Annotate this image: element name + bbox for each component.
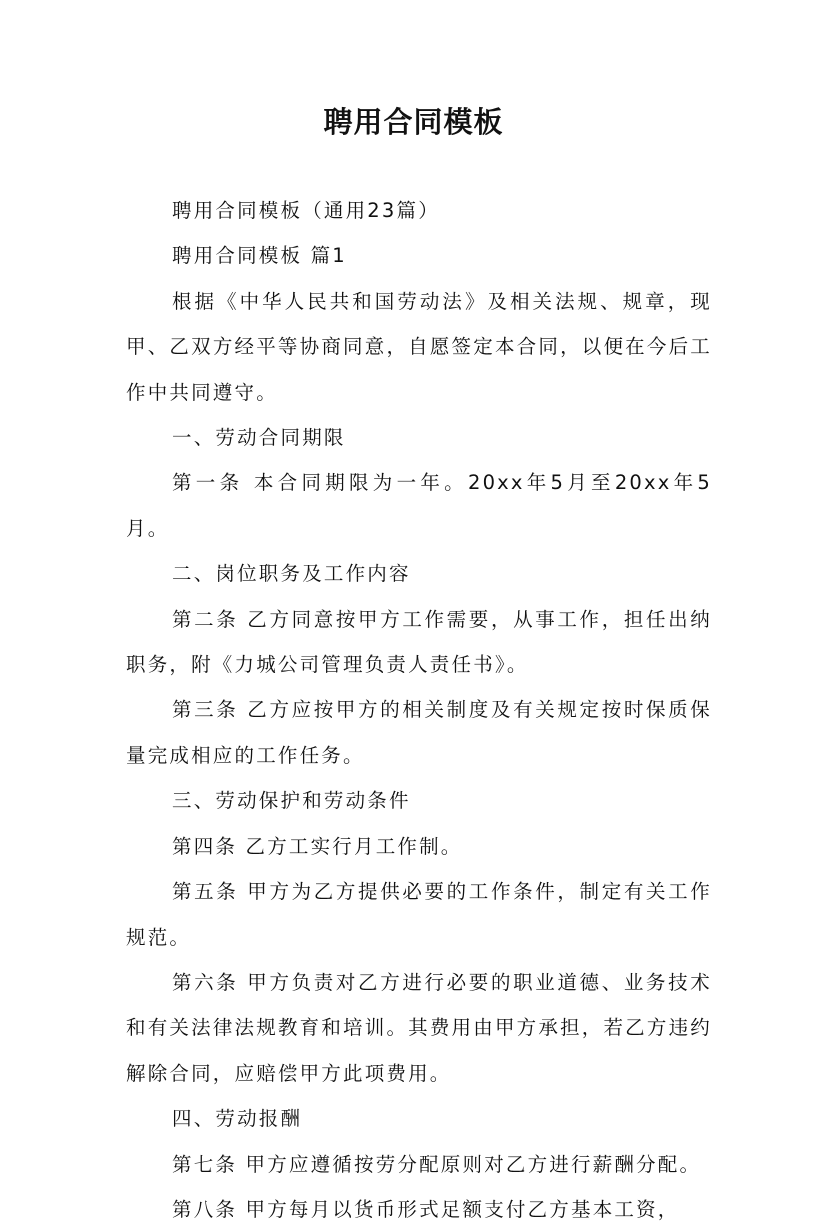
paragraph-heading-collection: 聘用合同模板（通用23篇） xyxy=(172,199,440,222)
paragraph-preamble: 根据《中华人民共和国劳动法》及相关法规、规章，现甲、乙双方经平等协商同意，自愿签定本合同，以便在今后工作中共同遵守。 xyxy=(126,289,712,404)
clause-4: 第四条 乙方工实行月工作制。 xyxy=(172,834,463,858)
section-heading-pay: 四、劳动报酬 xyxy=(172,1107,303,1131)
clause-8: 第八条 甲方每月以货币形式足额支付乙方基本工资， xyxy=(172,1197,680,1221)
section-heading-duties: 二、岗位职务及工作内容 xyxy=(172,562,411,586)
section-heading-term: 一、劳动合同期限 xyxy=(172,426,346,450)
clause-2: 第二条 乙方同意按甲方工作需要，从事工作，担任出纳职务，附《力城公司管理负责人责任书》。 xyxy=(126,607,712,677)
section-heading-protection: 三、劳动保护和劳动条件 xyxy=(172,789,411,813)
clause-6: 第六条 甲方负责对乙方进行必要的职业道德、业务技术和有关法律法规教育和培训。其费用由甲方承担，若乙方违约解除合同，应赔偿甲方此项费用。 xyxy=(126,970,712,1085)
document-body xyxy=(126,188,712,1232)
clause-5: 第五条 甲方为乙方提供必要的工作条件，制定有关工作规范。 xyxy=(126,880,712,949)
document-title: 聘用合同模板 xyxy=(323,105,504,139)
clause-1: 第一条 本合同期限为一年。20xx年5月至20xx年5月。 xyxy=(126,471,712,540)
paragraph-heading-article-1: 聘用合同模板 篇1 xyxy=(172,244,347,268)
clause-7: 第七条 甲方应遵循按劳分配原则对乙方进行薪酬分配。 xyxy=(172,1152,702,1176)
clause-3: 第三条 乙方应按甲方的相关制度及有关规定按时保质保量完成相应的工作任务。 xyxy=(126,698,712,767)
